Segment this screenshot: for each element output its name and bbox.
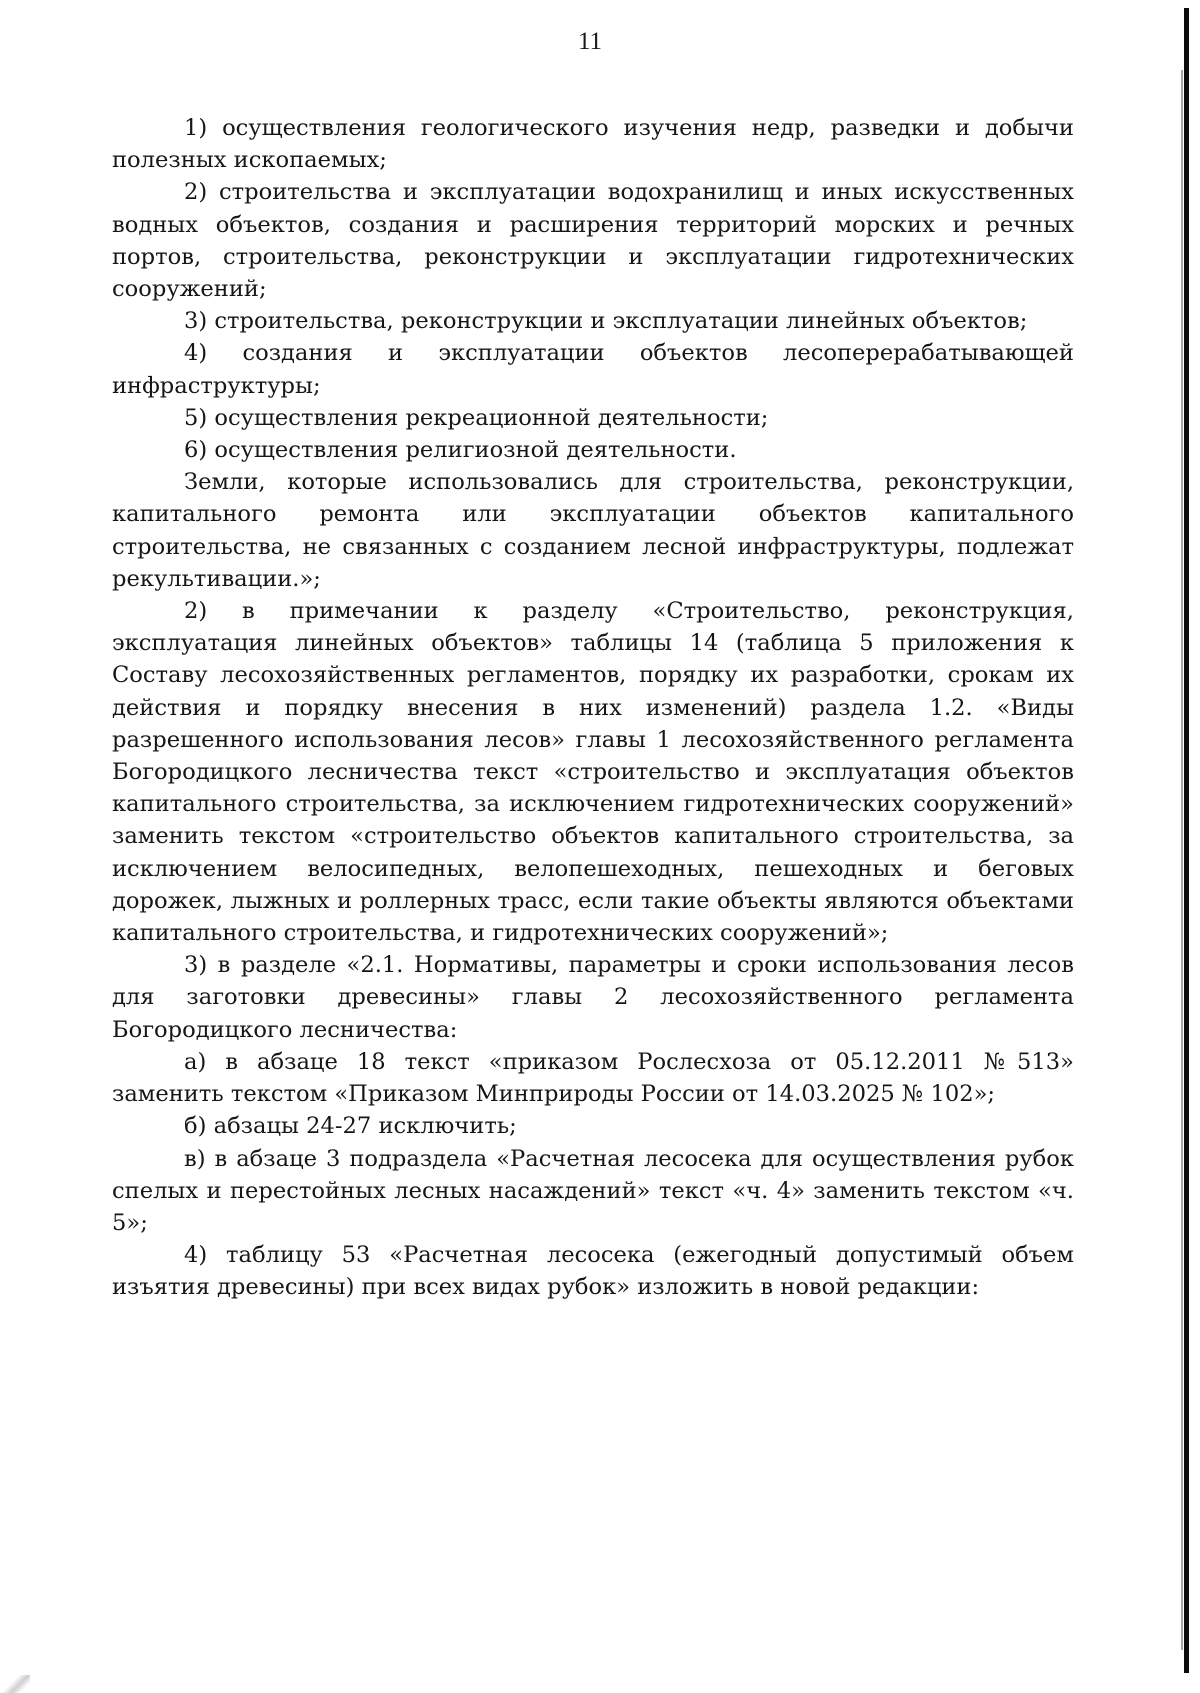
paragraph-land-reclamation: Земли, которые использовались для строительства, реконструкции, капитального ремонта или эксплуатации объектов капитального строительства, не связанных с созданием лесной инфраструктуры, подлежат рекультивации.»; <box>112 469 1074 592</box>
paragraph-amendment-3c: в) в абзаце 3 подраздела «Расчетная лесосека для осуществления рубок спелых и перестойных лесных насаждений» текст «ч. 4» заменить текстом «ч. 5»; <box>112 1145 1074 1236</box>
paragraph-amendment-3: 3) в разделе «2.1. Нормативы, параметры и сроки использования лесов для заготовки древесины» главы 2 лесохозяйственного регламента Богородицкого лесничества: <box>112 952 1074 1043</box>
list-item-recreational-activity: 5) осуществления рекреационной деятельности; <box>184 404 769 431</box>
paragraph-amendment-3a: а) в абзаце 18 текст «приказом Рослесхоза от 05.12.2011 №513» заменить текстом «Приказом Минприроды России от 14.03.2025 № 102»; <box>112 1048 1074 1108</box>
list-item-religious-activity: 6) осуществления религиозной деятельности. <box>184 437 737 464</box>
scan-edge <box>1176 0 1200 1693</box>
list-item-reservoirs-construction: 2) строительства и эксплуатации водохранилищ и иных искусственных водных объектов, создания и расширения территорий морских и речных портов, строительства, реконструкции и эксплуатации гидротехнических сооружений; <box>112 179 1074 303</box>
scan-edge-line <box>1184 8 1189 1673</box>
paragraph-amendment-2: 2) в примечании к разделу «Строительство, реконструкция, эксплуатация линейных объектов» таблицы 14 (таблица 5 приложения к Составу лесохозяйственных регламентов, порядку их разработки, срокам их действия и порядку внесения в них изменений) раздела 1.2. «Виды разрешенного использования лесов» главы 1 лесохозяйственного регламента Богородицкого лесничества текст «строительство и эксплуатация объектов капитального строительства, за исключением гидротехнических сооружений» заменить текстом «строительство объектов капитального строительства, за исключением велосипедных, велопешеходных, пешеходных и беговых дорожек, лыжных и роллерных трасс, если такие объекты являются объектами капитального строительства, и гидротехнических сооружений»; <box>112 598 1074 947</box>
scan-corner-mark <box>0 1675 30 1693</box>
paragraph-amendment-4: 4) таблицу 53 «Расчетная лесосека (ежегодный допустимый объем изъятия древесины) при всех видах рубок» изложить в новой редакции: <box>112 1242 1074 1301</box>
page-number: 11 <box>577 28 603 55</box>
document-body <box>112 112 1074 1304</box>
list-item-linear-objects: 3) строительства, реконструкции и эксплуатации линейных объектов; <box>184 308 1028 335</box>
paragraph-amendment-3b: б) абзацы 24-27 исключить; <box>184 1113 517 1140</box>
list-item-geological-study: 1) осуществления геологического изучения недр, разведки и добычи полезных ископаемых; <box>112 115 1074 174</box>
scan-edge-shadow <box>1181 70 1183 1650</box>
list-item-forest-processing-infrastructure: 4) создания и эксплуатации объектов лесоперерабатывающей инфраструктуры; <box>112 340 1074 399</box>
